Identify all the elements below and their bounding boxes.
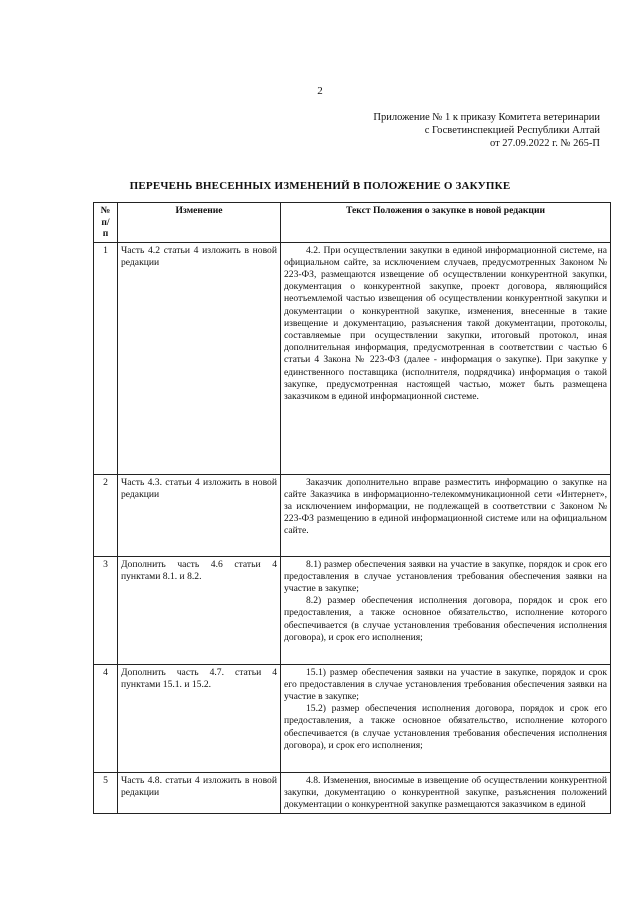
header-change: Изменение <box>118 203 281 243</box>
row-number: 2 <box>94 474 118 556</box>
header-number <box>94 203 118 243</box>
appendix-line-2: с Госветинспекцией Республики Алтай <box>424 125 600 136</box>
row-change: Часть 4.3. статьи 4 изложить в новой редакции <box>118 474 281 556</box>
changes-table <box>93 202 611 814</box>
row-change: Часть 4.2 статьи 4 изложить в новой редакции <box>118 242 281 474</box>
table-row <box>94 556 611 664</box>
row-change: Часть 4.8. статьи 4 изложить в новой редакции <box>118 772 281 814</box>
row-number: 5 <box>94 772 118 814</box>
document-title: ПЕРЕЧЕНЬ ВНЕСЕННЫХ ИЗМЕНЕНИЙ В ПОЛОЖЕНИЕ О ЗАКУПКЕ <box>129 180 511 192</box>
row-change: Дополнить часть 4.6 статьи 4 пунктами 8.1. и 8.2. <box>118 556 281 664</box>
table-row <box>94 242 611 474</box>
header-new-text: Текст Положения о закупке в новой редакции <box>281 203 611 243</box>
table-header-row <box>94 203 611 243</box>
row-new-text <box>281 556 611 664</box>
header-number-line-3: п <box>102 228 109 239</box>
table-row <box>94 474 611 556</box>
row-paragraph: 8.2) размер обеспечения исполнения договора, порядок и срок его предоставления, а также основное обязательство, исполнение которого обеспечивается (в случае установления требования обеспечения исполнения договора), и срок его исполнения; <box>284 595 607 643</box>
page-number: 2 <box>317 85 323 97</box>
appendix-line-3: от 27.09.2022 г. № 265-П <box>489 138 600 149</box>
row-number: 1 <box>94 242 118 474</box>
row-new-text <box>281 664 611 772</box>
row-new-text <box>281 474 611 556</box>
appendix-header <box>280 111 600 150</box>
row-new-text <box>281 772 611 814</box>
header-number-line-1: № <box>100 205 111 216</box>
table-row <box>94 772 611 814</box>
appendix-line-1: Приложение № 1 к приказу Комитета ветеринарии <box>373 112 600 123</box>
row-paragraph: 4.2. При осуществлении закупки в единой информационной системе, на официальном сайте, за исключением случаев, предусмотренных Законом № 223-ФЗ, размещаются извещение об осуществлении конкурентной закупки, документация о конкурентной закупке, проект договора, являющийся неотъемлемой частью извещения об осуществлении конкурентной закупки и документации о конкурентной закупке, изменения, внесенные в такие извещение и документацию, разъяснения такой документации, протоколы, составляемые при осуществлении закупки, итоговый протокол, иная дополнительная информация, предусмотренная в соответствии с частью 6 статьи 4 Закона № 223-ФЗ (далее - информация о закупке). При закупке у единственного поставщика (исполнителя, подрядчика) информация о такой закупке, предусмотренная настоящей частью, может быть размещена заказчиком в единой информационной системе. <box>284 244 607 402</box>
header-number-line-2: п/ <box>101 216 110 228</box>
row-paragraph: 15.1) размер обеспечения заявки на участие в закупке, порядок и срок его предоставления в случае установления требования обеспечения заявки на участие в закупке; <box>284 666 607 702</box>
table-row <box>94 664 611 772</box>
row-paragraph: Заказчик дополнительно вправе разместить информацию о закупке на сайте Заказчика в информационно-телекоммуникационной сети «Интернет», за исключением информации, не подлежащей в соответствии с Законом № 223-ФЗ размещению в единой информационной системе или на официальном сайте. <box>284 476 607 537</box>
row-paragraph: 15.2) размер обеспечения исполнения договора, порядок и срок его предоставления, а также основное обязательство, исполнение которого обеспечивается (в случае установления требования обеспечения исполнения договора), и срок его исполнения; <box>284 703 607 751</box>
row-paragraph: 4.8. Изменения, вносимые в извещение об осуществлении конкурентной закупки, документацию о конкурентной закупке, разъяснения положений документации о конкурентной закупке размещаются заказчиком в единой <box>284 774 607 810</box>
row-new-text <box>281 242 611 474</box>
row-change: Дополнить часть 4.7. статьи 4 пунктами 15.1. и 15.2. <box>118 664 281 772</box>
row-number: 3 <box>94 556 118 664</box>
row-number: 4 <box>94 664 118 772</box>
row-paragraph: 8.1) размер обеспечения заявки на участие в закупке, порядок и срок его предоставления в случае установления требования обеспечения заявки на участие в закупке; <box>284 558 607 594</box>
